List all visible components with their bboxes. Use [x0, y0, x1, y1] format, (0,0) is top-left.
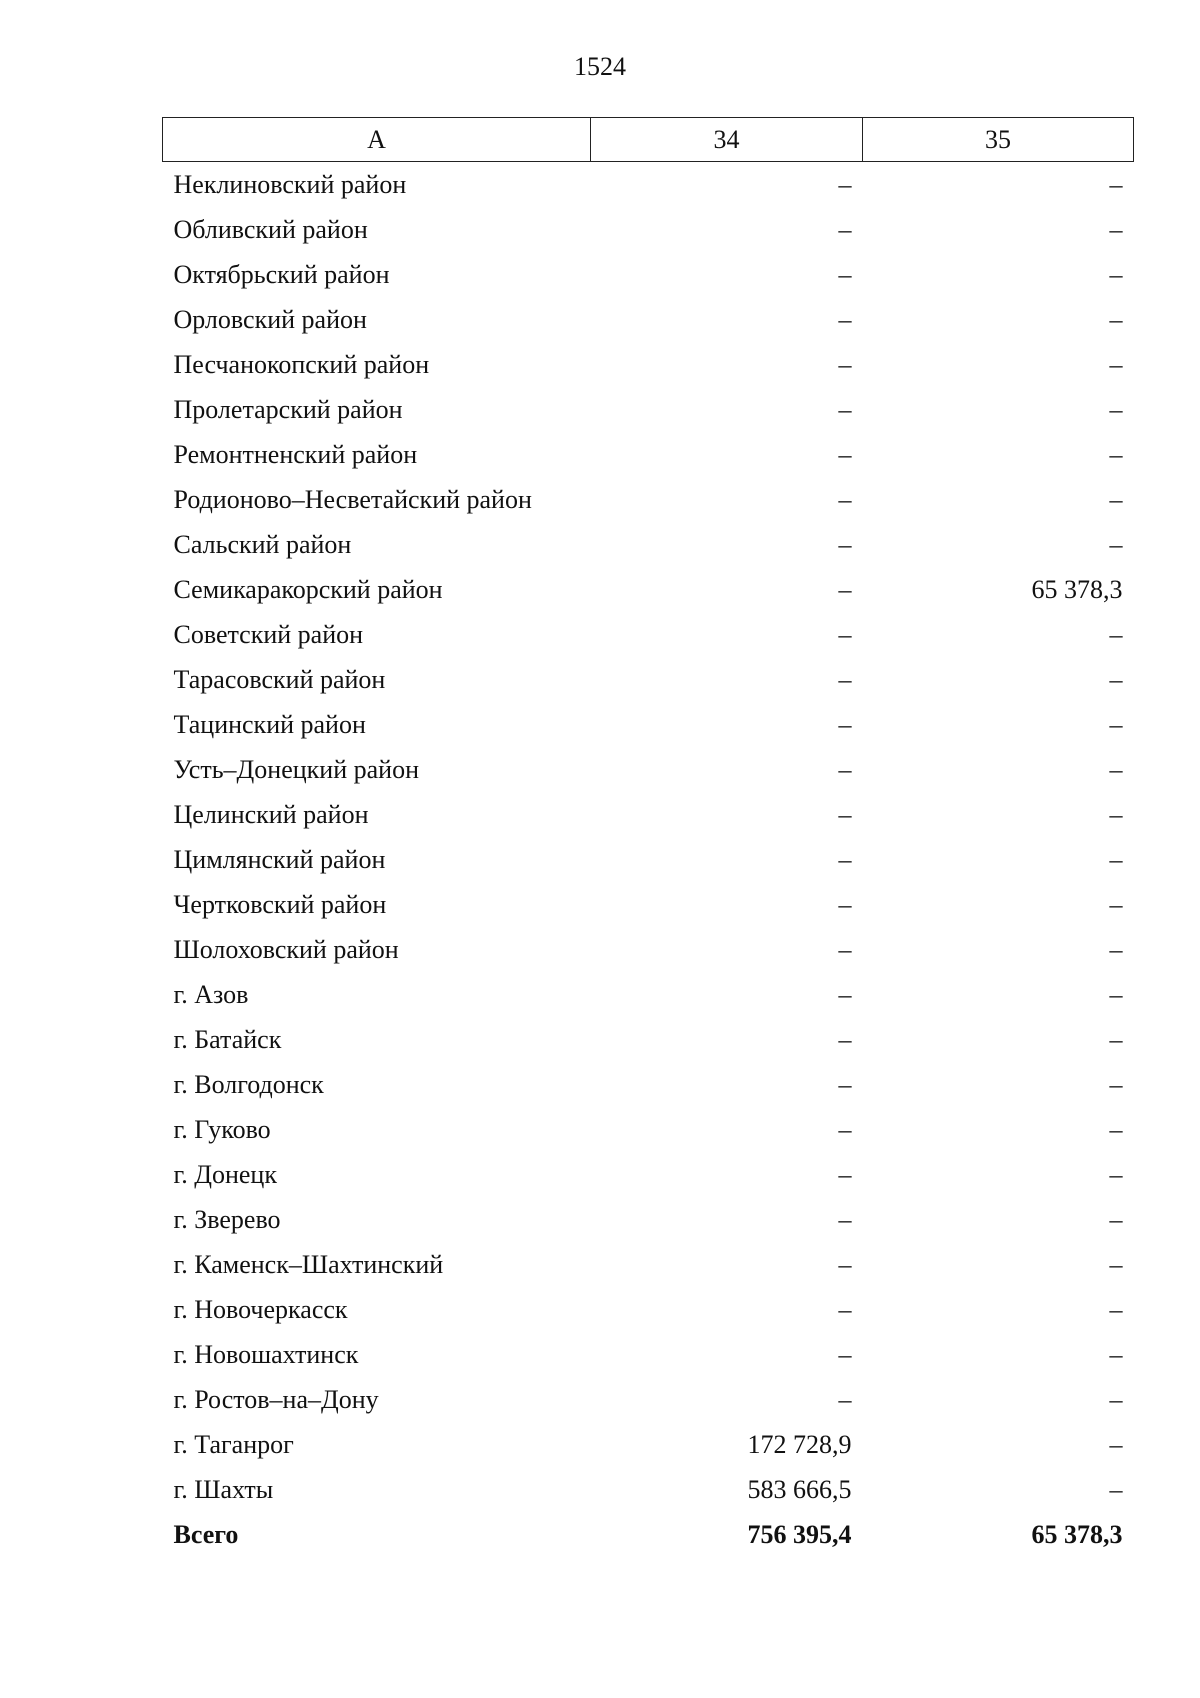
row-name-cell: г. Донецк	[173, 1160, 277, 1189]
table-row	[163, 612, 1134, 657]
row-name-cell: Песчанокопский район	[173, 350, 430, 379]
row-value-34-cell: 172 728,9	[747, 1430, 852, 1459]
total-label-cell: Всего	[173, 1520, 239, 1549]
table-row	[163, 1467, 1134, 1512]
row-value-34-cell: –	[838, 935, 852, 964]
row-name-cell: Ремонтненский район	[173, 440, 418, 469]
row-value-35-cell: –	[1109, 215, 1123, 244]
row-value-34-cell: –	[838, 1025, 852, 1054]
table-row	[163, 1242, 1134, 1287]
row-value-35-cell: –	[1109, 845, 1123, 874]
row-value-34-cell: –	[838, 1160, 852, 1189]
row-value-34-cell: 583 666,5	[747, 1475, 852, 1504]
table-row	[163, 477, 1134, 522]
header-col-35: 35	[863, 118, 1134, 162]
row-value-34-cell: –	[838, 1115, 852, 1144]
row-value-35-cell: –	[1109, 305, 1123, 334]
row-value-35-cell: –	[1109, 1205, 1123, 1234]
row-name-cell: Орловский район	[173, 305, 367, 334]
table-row	[163, 567, 1134, 612]
table-row	[163, 882, 1134, 927]
row-value-35-cell: –	[1109, 1295, 1123, 1324]
total-value-34-cell: 756 395,4	[747, 1520, 852, 1549]
row-value-34-cell: –	[838, 215, 852, 244]
row-value-35-cell: –	[1109, 620, 1123, 649]
table-row	[163, 252, 1134, 297]
row-value-35-cell: –	[1109, 1160, 1123, 1189]
row-name-cell: г. Зверево	[173, 1205, 281, 1234]
row-name-cell: Сальский район	[173, 530, 352, 559]
row-name-cell: г. Таганрог	[173, 1430, 294, 1459]
row-value-35-cell: –	[1109, 440, 1123, 469]
header-row	[163, 118, 1134, 162]
table-row	[163, 702, 1134, 747]
row-name-cell: Целинский район	[173, 800, 369, 829]
table-row	[163, 387, 1134, 432]
row-value-34-cell: –	[838, 440, 852, 469]
row-value-34-cell: –	[838, 1295, 852, 1324]
row-name-cell: Советский район	[173, 620, 364, 649]
row-value-35-cell: 65 378,3	[1031, 575, 1123, 604]
row-name-cell: Неклиновский район	[173, 170, 407, 199]
row-name-cell: Усть–Донецкий район	[173, 755, 419, 784]
header-col-a: А	[163, 118, 591, 162]
total-row	[163, 1512, 1134, 1557]
row-name-cell: Цимлянский район	[173, 845, 386, 874]
row-value-35-cell: –	[1109, 665, 1123, 694]
data-table	[162, 117, 1134, 1557]
row-name-cell: г. Шахты	[173, 1475, 274, 1504]
table-row	[163, 1287, 1134, 1332]
row-value-34-cell: –	[838, 890, 852, 919]
row-value-35-cell: –	[1109, 935, 1123, 964]
table-row	[163, 342, 1134, 387]
row-value-34-cell: –	[838, 1070, 852, 1099]
row-value-34-cell: –	[838, 1385, 852, 1414]
row-name-cell: г. Новочеркасск	[173, 1295, 348, 1324]
row-name-cell: г. Каменск–Шахтинский	[173, 1250, 444, 1279]
row-value-34-cell: –	[838, 170, 852, 199]
table-header	[163, 118, 1134, 162]
row-name-cell: Октябрьский район	[173, 260, 390, 289]
row-name-cell: г. Ростов–на–Дону	[173, 1385, 379, 1414]
row-value-35-cell: –	[1109, 1385, 1123, 1414]
row-value-34-cell: –	[838, 1340, 852, 1369]
row-value-34-cell: –	[838, 395, 852, 424]
table-row	[163, 1107, 1134, 1152]
table-body	[163, 162, 1134, 1558]
row-value-35-cell: –	[1109, 800, 1123, 829]
table-row	[163, 747, 1134, 792]
row-value-34-cell: –	[838, 485, 852, 514]
row-name-cell: Тацинский район	[173, 710, 366, 739]
table-row	[163, 522, 1134, 567]
row-name-cell: Обливский район	[173, 215, 368, 244]
row-value-35-cell: –	[1109, 350, 1123, 379]
table-row	[163, 432, 1134, 477]
row-name-cell: Шолоховский район	[173, 935, 399, 964]
row-value-35-cell: –	[1109, 755, 1123, 784]
row-value-35-cell: –	[1109, 395, 1123, 424]
row-value-34-cell: –	[838, 980, 852, 1009]
row-value-35-cell: –	[1109, 485, 1123, 514]
row-value-34-cell: –	[838, 530, 852, 559]
table-row	[163, 1017, 1134, 1062]
row-value-35-cell: –	[1109, 1430, 1123, 1459]
table-row	[163, 207, 1134, 252]
row-value-34-cell: –	[838, 620, 852, 649]
table-row	[163, 162, 1134, 208]
row-value-34-cell: –	[838, 755, 852, 784]
row-name-cell: г. Батайск	[173, 1025, 282, 1054]
row-value-35-cell: –	[1109, 980, 1123, 1009]
row-value-35-cell: –	[1109, 710, 1123, 739]
row-name-cell: г. Волгодонск	[173, 1070, 324, 1099]
row-value-34-cell: –	[838, 1205, 852, 1234]
row-value-35-cell: –	[1109, 1475, 1123, 1504]
row-value-34-cell: –	[838, 350, 852, 379]
row-value-35-cell: –	[1109, 1025, 1123, 1054]
row-value-35-cell: –	[1109, 530, 1123, 559]
row-name-cell: Пролетарский район	[173, 395, 403, 424]
table-row	[163, 792, 1134, 837]
total-value-35-cell: 65 378,3	[1031, 1520, 1123, 1549]
row-value-35-cell: –	[1109, 260, 1123, 289]
row-value-35-cell: –	[1109, 170, 1123, 199]
row-name-cell: г. Гуково	[173, 1115, 271, 1144]
row-value-35-cell: –	[1109, 1070, 1123, 1099]
row-name-cell: Чертковский район	[173, 890, 387, 919]
row-value-34-cell: –	[838, 800, 852, 829]
table-row	[163, 972, 1134, 1017]
table-row	[163, 837, 1134, 882]
row-value-34-cell: –	[838, 665, 852, 694]
table-row	[163, 1152, 1134, 1197]
table-row	[163, 657, 1134, 702]
row-name-cell: Родионово–Несветайский район	[173, 485, 532, 514]
row-value-35-cell: –	[1109, 890, 1123, 919]
table-row	[163, 297, 1134, 342]
row-value-35-cell: –	[1109, 1115, 1123, 1144]
table-row	[163, 1197, 1134, 1242]
row-name-cell: г. Азов	[173, 980, 249, 1009]
row-value-34-cell: –	[838, 845, 852, 874]
table-row	[163, 927, 1134, 972]
row-value-34-cell: –	[838, 260, 852, 289]
row-value-34-cell: –	[838, 575, 852, 604]
table-row	[163, 1332, 1134, 1377]
row-name-cell: Семикаракорский район	[173, 575, 443, 604]
row-name-cell: Тарасовский район	[173, 665, 386, 694]
header-col-34: 34	[591, 118, 863, 162]
row-value-35-cell: –	[1109, 1250, 1123, 1279]
row-value-34-cell: –	[838, 1250, 852, 1279]
row-value-35-cell: –	[1109, 1340, 1123, 1369]
row-value-34-cell: –	[838, 710, 852, 739]
table-row	[163, 1422, 1134, 1467]
row-name-cell: г. Новошахтинск	[173, 1340, 359, 1369]
table-row	[163, 1377, 1134, 1422]
row-value-34-cell: –	[838, 305, 852, 334]
page-number: 1524	[574, 52, 626, 81]
table-row	[163, 1062, 1134, 1107]
